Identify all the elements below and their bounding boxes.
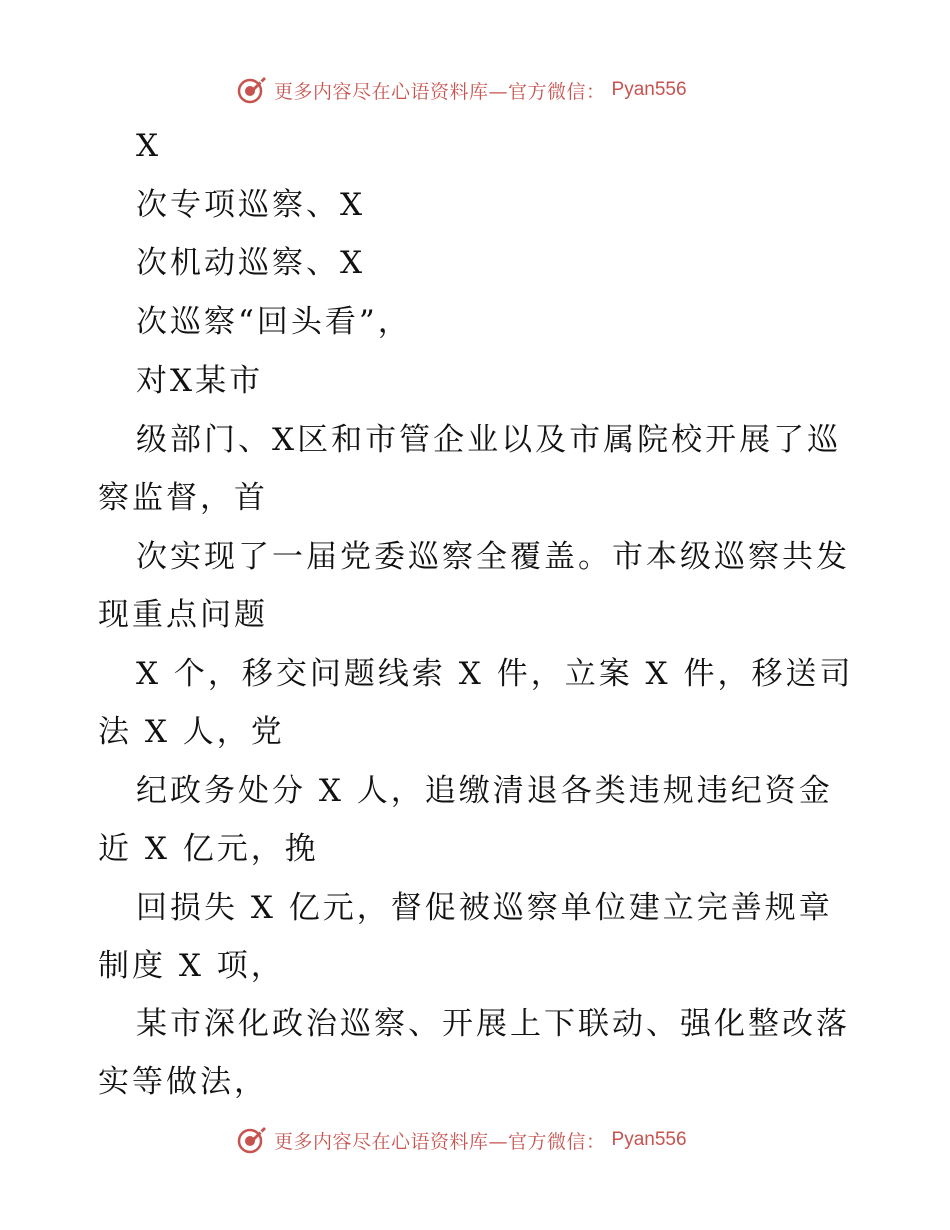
text-line: 次专项巡察、X <box>136 187 366 223</box>
text-line: 回损失 X 亿元，督促被巡察单位建立完善规章 <box>136 890 833 926</box>
pen-logo-icon <box>236 1124 268 1156</box>
text-line: 某市深化政治巡察、开展上下联动、强化整改落 <box>136 1006 850 1042</box>
text-line: 次实现了一届党委巡察全覆盖。市本级巡察共发 <box>136 539 850 575</box>
text-line: 纪政务处分 X 人，追缴清退各类违规违纪资金 <box>136 773 833 809</box>
watermark-wechat-id: Pyan556 <box>611 79 687 100</box>
text-line: 次机动巡察、X <box>136 245 366 281</box>
text-line: 制度 X 项， <box>98 948 285 984</box>
footer-watermark <box>236 1123 687 1157</box>
text-line: 法 X 人，党 <box>98 714 285 750</box>
watermark-text: 更多内容尽在心语资料库—官方微信： <box>274 1130 606 1153</box>
text-line: 级部门、X区和市管企业以及市属院校开展了巡 <box>136 422 842 458</box>
text-line: X <box>136 128 162 164</box>
text-line: 近 X 亿元，挽 <box>98 831 319 867</box>
text-line: 现重点问题 <box>98 597 268 633</box>
text-line: 对X某市 <box>136 363 264 399</box>
pen-logo-icon <box>236 74 268 106</box>
watermark-wechat-id: Pyan556 <box>611 1129 687 1150</box>
text-line: 实等做法， <box>98 1064 268 1100</box>
text-line: 察监督，首 <box>98 480 268 516</box>
text-line: X 个，移交问题线索 X 件，立案 X 件，移送司 <box>136 656 854 692</box>
header-watermark <box>236 73 687 107</box>
text-line: 次巡察“回头看”， <box>136 304 412 340</box>
watermark-text: 更多内容尽在心语资料库—官方微信： <box>274 80 606 103</box>
